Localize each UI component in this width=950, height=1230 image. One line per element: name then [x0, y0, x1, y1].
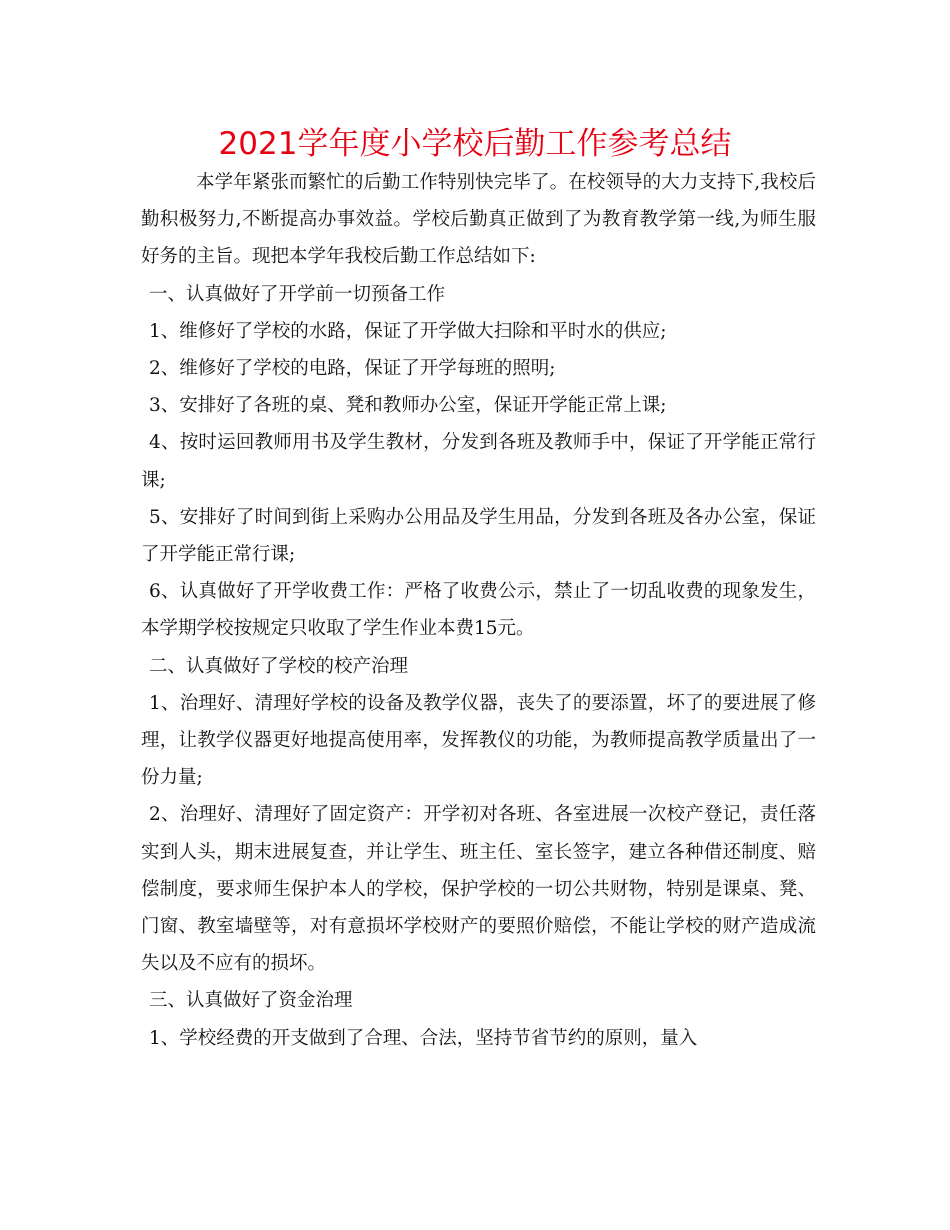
- list-item-1-2: 2、维修好了学校的电路，保证了开学每班的照明;: [149, 358, 556, 380]
- list-item-1-4: 4、按时运回教师用书及学生教材，分发到各班及教师手中，保证了开学能正常行课;: [141, 432, 816, 491]
- document-title: 2021学年度小学校后勤工作参考总结: [218, 126, 732, 162]
- list-item-1-5: 5、安排好了时间到街上采购办公用品及学生用品，分发到各班及各办公室，保证了开学能正常行课;: [141, 506, 816, 566]
- list-item-2-1: 1、治理好、清理好学校的设备及教学仪器，丧失了的要添置，坏了的要进展了修理，让教学仪器更好地提高使用率，发挥教仪的功能，为教师提高教学质量出了一份力量;: [141, 692, 816, 789]
- list-item-1-3: 3、安排好了各班的桌、凳和教师办公室，保证开学能正常上课;: [149, 395, 667, 417]
- section-heading-1: 一、认真做好了开学前一切预备工作: [149, 283, 446, 305]
- section-heading-2: 二、认真做好了学校的校产治理: [149, 655, 409, 677]
- section-heading-3: 三、认真做好了资金治理: [149, 990, 353, 1012]
- list-item-1-1: 1、维修好了学校的水路，保证了开学做大扫除和平时水的供应;: [149, 320, 667, 342]
- document-body: [141, 164, 816, 1057]
- list-item-3-1: 1、学校经费的开支做到了合理、合法，坚持节省节约的原则，量入: [149, 1027, 698, 1049]
- list-item-1-6: 6、认真做好了开学收费工作：严格了收费公示，禁止了一切乱收费的现象发生， 本学期学校按规定只收取了学生作业本费15元。: [141, 581, 816, 640]
- intro-paragraph: 本学年紧张而繁忙的后勤工作特别快完毕了。在校领导的大力支持下,我校后勤积极努力,不断提高办事效益。学校后勤真正做到了为教育教学第一线,为师生服好务的主旨。现把本学年我校后勤工作总结如下:: [141, 172, 816, 268]
- list-item-2-2: 2、治理好、清理好了固定资产：开学初对各班、各室进展一次校产登记，责任落实到人头，期末进展复查，并让学生、班主任、室长签字，建立各种借还制度、赔偿制度，要求师生保护本人的学校，保护学校的一切公共财物，特别是课桌、凳、门窗、教室墙壁等，对有意损坏学校财产的要照价赔偿，不能让学校的财产造成流失以及不应有的损坏。: [141, 804, 816, 975]
